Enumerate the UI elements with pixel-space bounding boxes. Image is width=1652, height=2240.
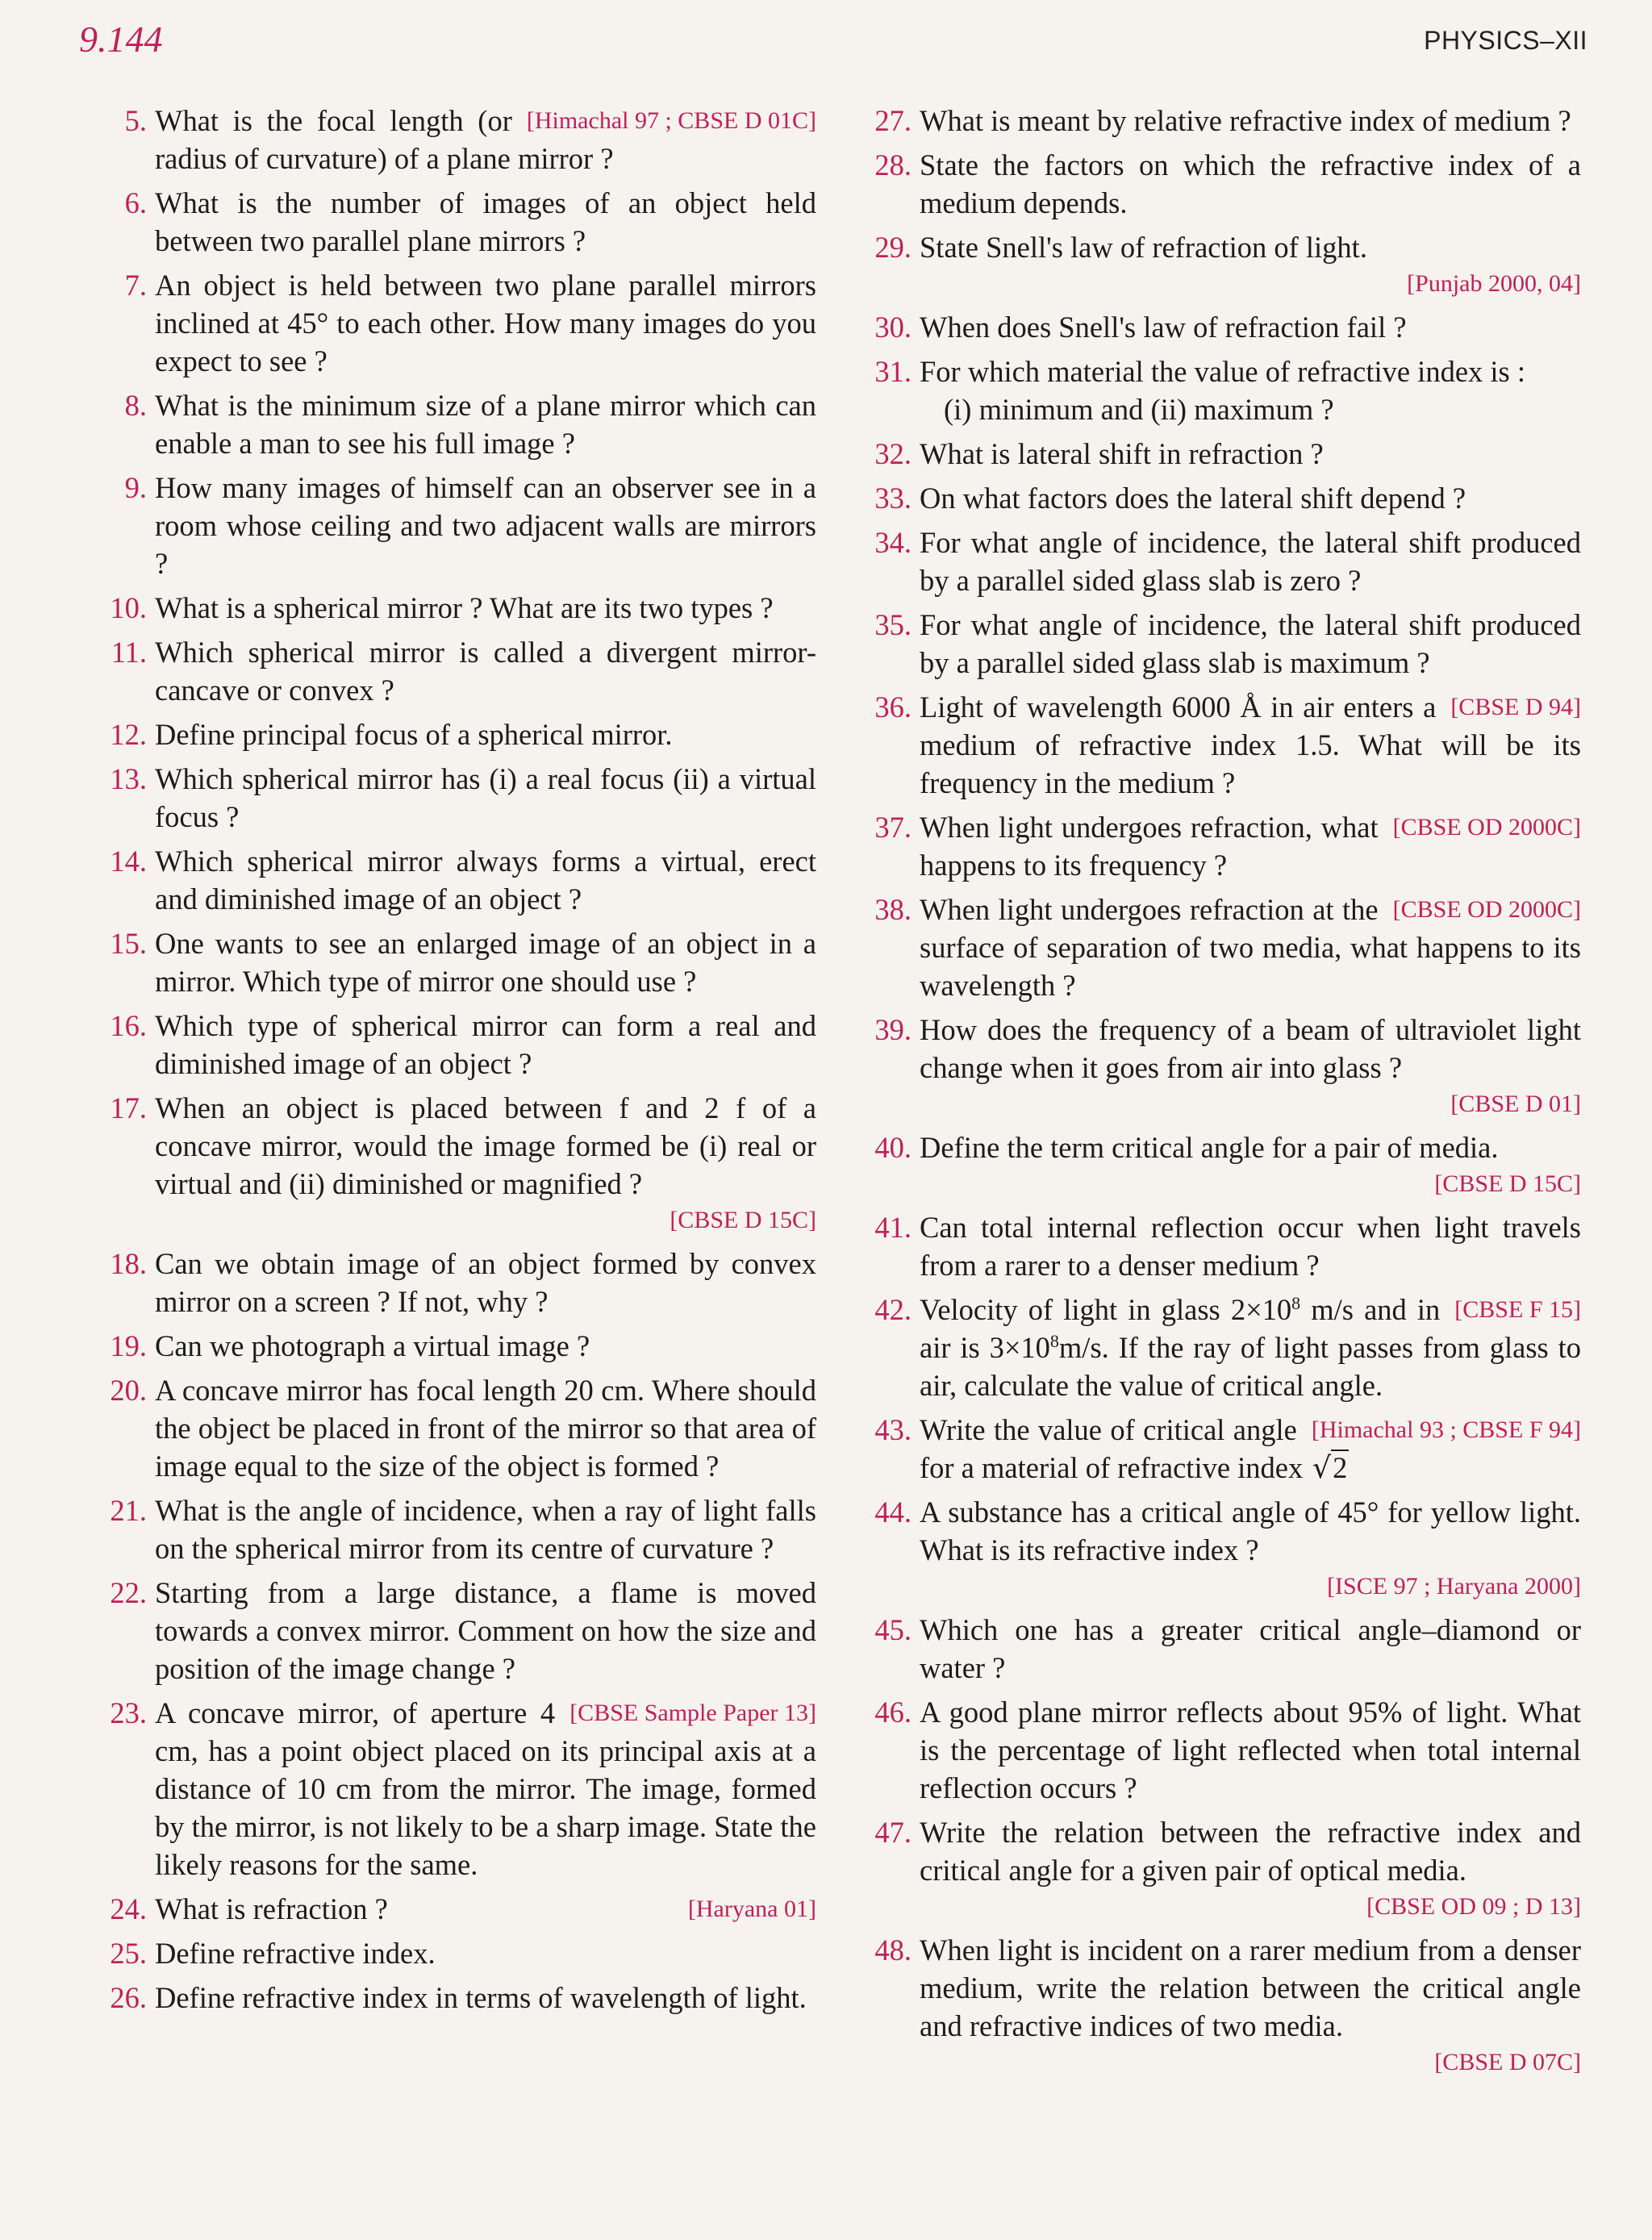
exponent: 8 bbox=[1291, 1292, 1301, 1313]
question-number: 10. bbox=[110, 591, 147, 624]
question-item bbox=[106, 1979, 816, 2017]
question-text-main: Starting from a large distance, a flame is moved towards a convex mirror. Comment on how the size and position of the image change ? bbox=[155, 1576, 816, 1685]
question-text bbox=[155, 389, 816, 460]
question-text bbox=[920, 690, 1581, 799]
question-source: [CBSE D 94] bbox=[1450, 694, 1581, 720]
question-text bbox=[155, 1576, 816, 1685]
question-item bbox=[106, 266, 816, 380]
question-text bbox=[920, 1613, 1581, 1684]
left-column bbox=[106, 102, 816, 2023]
question-item bbox=[871, 808, 1581, 884]
question-item bbox=[871, 1208, 1581, 1284]
question-number: 39. bbox=[874, 1013, 912, 1046]
question-number: 40. bbox=[874, 1131, 912, 1164]
question-text-main: Which spherical mirror has (i) a real focus (ii) a virtual focus ? bbox=[155, 762, 816, 833]
question-text-part: m/s. If the ray of light passes from glass to air, calculate the value of critical angle. bbox=[920, 1331, 1581, 1402]
question-item bbox=[871, 606, 1581, 682]
question-text bbox=[155, 1696, 816, 1881]
question-item bbox=[106, 1245, 816, 1320]
question-item bbox=[871, 688, 1581, 802]
question-number: 47. bbox=[874, 1816, 912, 1849]
sqrt-expression bbox=[1303, 1451, 1349, 1484]
question-text-main: Write the relation between the refractive index and critical angle for a given pair of optical media. bbox=[920, 1816, 1581, 1887]
question-source: [Himachal 93 ; CBSE F 94] bbox=[1311, 1416, 1581, 1443]
question-number: 6. bbox=[124, 186, 147, 219]
sqrt-argument: 2 bbox=[1333, 1451, 1348, 1484]
question-text bbox=[920, 1013, 1581, 1084]
question-item bbox=[871, 1493, 1581, 1604]
question-text bbox=[155, 1892, 816, 1925]
question-item bbox=[106, 102, 816, 177]
question-text bbox=[920, 1933, 1581, 2042]
question-text bbox=[920, 1413, 1581, 1485]
question-number: 32. bbox=[874, 437, 912, 470]
question-text-main: Define refractive index in terms of wavelength of light. bbox=[155, 1981, 807, 2014]
question-number: 24. bbox=[110, 1892, 147, 1925]
question-text-main: What is lateral shift in refraction ? bbox=[920, 437, 1324, 470]
question-text bbox=[920, 608, 1581, 679]
question-text bbox=[155, 471, 816, 580]
question-number: 34. bbox=[874, 526, 912, 559]
question-item bbox=[871, 435, 1581, 473]
question-item bbox=[871, 891, 1581, 1004]
question-source: [Punjab 2000, 04] bbox=[1407, 270, 1581, 297]
question-text bbox=[155, 1937, 436, 1970]
question-text bbox=[155, 269, 816, 378]
question-number: 41. bbox=[874, 1211, 912, 1244]
question-source: [CBSE OD 2000C] bbox=[1392, 896, 1581, 923]
question-number: 18. bbox=[110, 1247, 147, 1280]
question-item bbox=[106, 589, 816, 627]
question-source: [CBSE Sample Paper 13] bbox=[569, 1700, 816, 1726]
question-number: 7. bbox=[124, 269, 147, 302]
question-text-main: On what factors does the lateral shift depend ? bbox=[920, 482, 1466, 515]
question-number: 29. bbox=[874, 231, 912, 264]
question-text bbox=[920, 1495, 1581, 1566]
question-number: 38. bbox=[874, 893, 912, 926]
question-item bbox=[106, 1934, 816, 1972]
question-text-main: A substance has a critical angle of 45° for yellow light. What is its refractive index ? bbox=[920, 1495, 1581, 1566]
question-number: 42. bbox=[874, 1293, 912, 1326]
question-item bbox=[106, 715, 816, 753]
question-number: 46. bbox=[874, 1696, 912, 1729]
question-text-main: A concave mirror has focal length 20 cm. Where should the object be placed in front of the mirror so that area of image equal to the size of the object is formed ? bbox=[155, 1374, 816, 1483]
question-number: 16. bbox=[110, 1009, 147, 1042]
question-item bbox=[871, 308, 1581, 346]
question-text-main: When light undergoes refraction, what happens to its frequency ? bbox=[920, 811, 1379, 882]
question-source: [CBSE D 07C] bbox=[1434, 2049, 1581, 2075]
question-text bbox=[155, 1494, 816, 1565]
question-item bbox=[871, 352, 1581, 428]
question-text bbox=[920, 437, 1324, 470]
question-number: 14. bbox=[110, 845, 147, 878]
question-item bbox=[106, 1007, 816, 1082]
question-item bbox=[871, 1693, 1581, 1807]
question-text bbox=[920, 482, 1466, 515]
question-text-main: What is the angle of incidence, when a ray of light falls on the spherical mirror from its centre of curvature ? bbox=[155, 1494, 816, 1565]
question-source: [CBSE D 15C] bbox=[1434, 1170, 1581, 1197]
question-text bbox=[155, 1009, 816, 1080]
question-source: [CBSE D 01] bbox=[1450, 1091, 1581, 1117]
question-text-main: How many images of himself can an observer see in a room whose ceiling and two adjacent walls are mirrors ? bbox=[155, 471, 816, 580]
question-number: 12. bbox=[110, 718, 147, 751]
question-text bbox=[155, 186, 816, 257]
question-source: [CBSE OD 09 ; D 13] bbox=[1366, 1893, 1581, 1920]
question-subpart: (i) minimum and (ii) maximum ? bbox=[944, 393, 1334, 426]
question-text-main: What is refraction ? bbox=[155, 1892, 388, 1925]
question-source: [CBSE D 15C] bbox=[670, 1207, 816, 1233]
sqrt-symbol: √ bbox=[1303, 1450, 1332, 1485]
question-text bbox=[920, 1211, 1581, 1282]
question-text bbox=[155, 636, 816, 707]
question-text bbox=[920, 811, 1581, 882]
question-text bbox=[920, 1131, 1499, 1164]
right-column bbox=[871, 102, 1581, 2087]
question-number: 17. bbox=[110, 1091, 147, 1124]
question-number: 31. bbox=[874, 355, 912, 388]
question-number: 36. bbox=[874, 690, 912, 724]
question-item bbox=[871, 1011, 1581, 1122]
question-item bbox=[871, 1411, 1581, 1487]
question-text-main: State the factors on which the refractive index of a medium depends. bbox=[920, 148, 1581, 219]
question-number: 37. bbox=[874, 811, 912, 844]
question-text bbox=[920, 1293, 1581, 1402]
question-text bbox=[920, 355, 1525, 388]
question-text-main: Define principal focus of a spherical mirror. bbox=[155, 718, 673, 751]
question-number: 15. bbox=[110, 927, 147, 960]
question-item bbox=[106, 633, 816, 709]
question-item bbox=[106, 1574, 816, 1687]
question-item bbox=[871, 1611, 1581, 1687]
question-text bbox=[155, 927, 816, 998]
question-text-part: Velocity of light in glass 2×10 bbox=[920, 1293, 1292, 1326]
question-text-main: What is a spherical mirror ? What are its two types ? bbox=[155, 591, 774, 624]
question-source: [ISCE 97 ; Haryana 2000] bbox=[1327, 1573, 1581, 1600]
question-text-main: Which spherical mirror always forms a virtual, erect and diminished image of an object ? bbox=[155, 845, 816, 916]
question-source: [CBSE F 15] bbox=[1454, 1296, 1581, 1323]
question-number: 23. bbox=[110, 1696, 147, 1729]
question-text-main: For which material the value of refractive index is : bbox=[920, 355, 1526, 388]
question-text-main: Which type of spherical mirror can form a real and diminished image of an object ? bbox=[155, 1009, 816, 1080]
question-item bbox=[106, 386, 816, 462]
question-item bbox=[106, 1327, 816, 1365]
question-number: 44. bbox=[874, 1495, 912, 1529]
question-item bbox=[106, 760, 816, 836]
exponent: 8 bbox=[1049, 1330, 1059, 1351]
question-text-main: What is meant by relative refractive index of medium ? bbox=[920, 104, 1571, 137]
question-item bbox=[871, 1813, 1581, 1925]
question-text-main: An object is held between two plane parallel mirrors inclined at 45° to each other. How many images do you expect to see ? bbox=[155, 269, 816, 378]
question-number: 8. bbox=[124, 389, 147, 422]
question-text bbox=[920, 1816, 1581, 1887]
question-number: 43. bbox=[874, 1413, 912, 1446]
question-number: 28. bbox=[874, 148, 912, 181]
question-text bbox=[920, 231, 1367, 264]
question-item bbox=[106, 1890, 816, 1928]
question-text-main: Which spherical mirror is called a divergent mirror-cancave or convex ? bbox=[155, 636, 816, 707]
question-number: 11. bbox=[111, 636, 147, 669]
question-text bbox=[920, 893, 1581, 1002]
question-item bbox=[106, 469, 816, 582]
question-text-main: Define refractive index. bbox=[155, 1937, 436, 1970]
question-text bbox=[155, 104, 816, 175]
question-number: 30. bbox=[874, 311, 912, 344]
question-text bbox=[155, 1329, 590, 1362]
question-text-main: Can total internal reflection occur when light travels from a rarer to a denser medium ? bbox=[920, 1211, 1581, 1282]
question-number: 26. bbox=[110, 1981, 147, 2014]
question-text bbox=[920, 1696, 1581, 1804]
question-number: 13. bbox=[110, 762, 147, 795]
question-item bbox=[106, 184, 816, 260]
question-text-main: Light of wavelength 6000 Å in air enters a medium of refractive index 1.5. What will be its frequency in the medium ? bbox=[920, 690, 1581, 799]
question-text-main: For what angle of incidence, the lateral shift produced by a parallel sided glass slab is zero ? bbox=[920, 526, 1581, 597]
question-item bbox=[871, 1931, 1581, 2080]
question-item bbox=[106, 1089, 816, 1238]
question-text-main: Write the value of critical angle for a material of refractive index bbox=[920, 1413, 1304, 1484]
question-text-main: Define the term critical angle for a pair of media. bbox=[920, 1131, 1499, 1164]
question-item bbox=[871, 1128, 1581, 1202]
question-number: 21. bbox=[110, 1494, 147, 1527]
question-text-main: When an object is placed between f and 2 f of a concave mirror, would the image formed be (i) real or virtual and (ii) diminished or magnified ? bbox=[155, 1091, 816, 1200]
question-number: 48. bbox=[874, 1933, 912, 1967]
question-text-main: When light undergoes refraction at the surface of separation of two media, what happens to its wavelength ? bbox=[920, 893, 1581, 1002]
question-text-main: What is the minimum size of a plane mirror which can enable a man to see his full image ? bbox=[155, 389, 816, 460]
question-text bbox=[920, 104, 1571, 137]
question-number: 35. bbox=[874, 608, 912, 641]
question-item bbox=[871, 102, 1581, 140]
question-item bbox=[106, 842, 816, 918]
question-number: 19. bbox=[110, 1329, 147, 1362]
question-text-main: A good plane mirror reflects about 95% of light. What is the percentage of light reflected when total internal reflection occurs ? bbox=[920, 1696, 1581, 1804]
question-text-main: Can we obtain image of an object formed by convex mirror on a screen ? If not, why ? bbox=[155, 1247, 816, 1318]
running-head: PHYSICS–XII bbox=[1424, 26, 1587, 55]
question-number: 45. bbox=[874, 1613, 912, 1646]
question-text-main: Which one has a greater critical angle–diamond or water ? bbox=[920, 1613, 1581, 1684]
question-text-main: When does Snell's law of refraction fail ? bbox=[920, 311, 1407, 344]
question-item bbox=[871, 228, 1581, 302]
question-text-main: A concave mirror, of aperture 4 cm, has a point object placed on its principal axis at a distance of 10 cm from the mirror. The image, formed by the mirror, is not likely to be a sharp image. State the likely reasons for the same. bbox=[155, 1696, 816, 1881]
question-text bbox=[155, 591, 774, 624]
question-text bbox=[920, 311, 1407, 344]
question-text-main: State Snell's law of refraction of light. bbox=[920, 231, 1367, 264]
question-item bbox=[106, 1694, 816, 1883]
question-number: 9. bbox=[124, 471, 147, 504]
question-source: [Himachal 97 ; CBSE D 01C] bbox=[526, 107, 816, 134]
question-text bbox=[920, 526, 1581, 597]
question-text-main: What is the number of images of an object held between two parallel plane mirrors ? bbox=[155, 186, 816, 257]
question-item bbox=[106, 1491, 816, 1567]
question-item bbox=[106, 924, 816, 1000]
question-text bbox=[155, 718, 673, 751]
question-text bbox=[155, 1091, 816, 1200]
question-text bbox=[155, 845, 816, 916]
question-number: 5. bbox=[124, 104, 147, 137]
question-text bbox=[155, 762, 816, 833]
question-text-main: One wants to see an enlarged image of an object in a mirror. Which type of mirror one should use ? bbox=[155, 927, 816, 998]
question-text-main: How does the frequency of a beam of ultraviolet light change when it goes from air into glass ? bbox=[920, 1013, 1581, 1084]
question-text-main: For what angle of incidence, the lateral shift produced by a parallel sided glass slab is maximum ? bbox=[920, 608, 1581, 679]
question-text bbox=[155, 1981, 807, 2014]
question-text-main: Can we photograph a virtual image ? bbox=[155, 1329, 590, 1362]
page-number: 9.144 bbox=[79, 19, 163, 60]
question-number: 20. bbox=[110, 1374, 147, 1407]
question-text bbox=[155, 1247, 816, 1318]
question-number: 25. bbox=[110, 1937, 147, 1970]
question-text bbox=[920, 148, 1581, 219]
question-number: 33. bbox=[874, 482, 912, 515]
question-number: 22. bbox=[110, 1576, 147, 1609]
question-number: 27. bbox=[874, 104, 912, 137]
question-text bbox=[155, 1374, 816, 1483]
question-item bbox=[871, 524, 1581, 599]
question-source: [Haryana 01] bbox=[687, 1896, 816, 1922]
question-source: [CBSE OD 2000C] bbox=[1392, 814, 1581, 841]
question-item bbox=[871, 1291, 1581, 1404]
question-text-main: What is the focal length (or radius of curvature) of a plane mirror ? bbox=[155, 104, 614, 175]
question-item bbox=[871, 479, 1581, 517]
question-item bbox=[871, 146, 1581, 222]
question-text-part: m/s and in air is 3×10 bbox=[920, 1293, 1441, 1364]
question-text-main: When light is incident on a rarer medium from a denser medium, write the relation between the critical angle and refractive indices of two media. bbox=[920, 1933, 1581, 2042]
question-item bbox=[106, 1371, 816, 1485]
